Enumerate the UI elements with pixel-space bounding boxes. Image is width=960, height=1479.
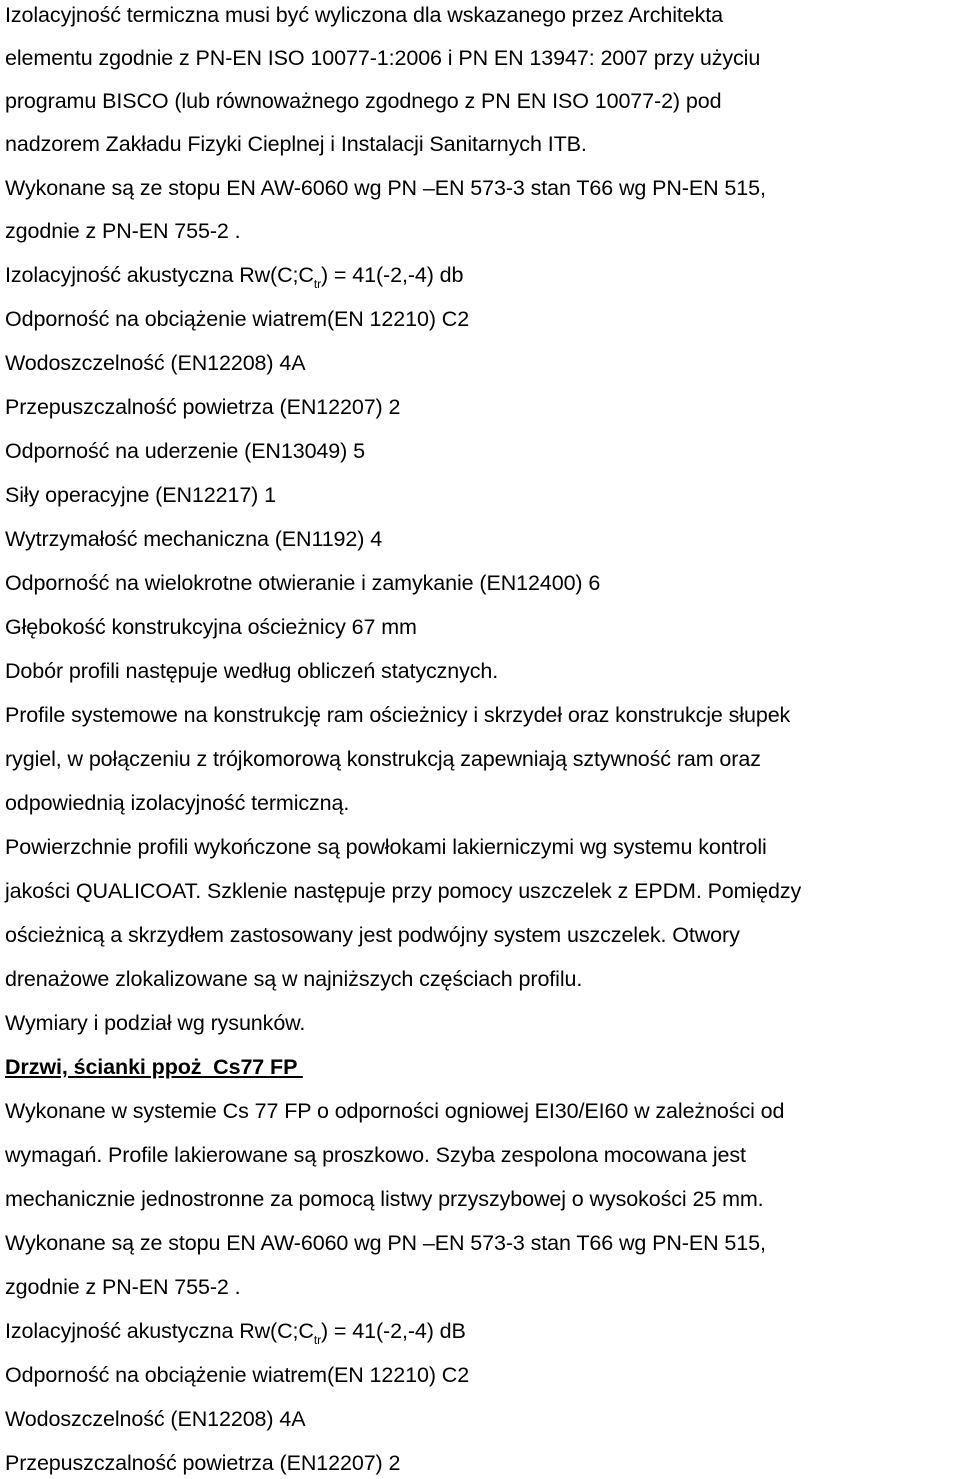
acoustic-insulation-line	[5, 1316, 466, 1349]
param-line: Dobór profili następuje według obliczeń statycznych.	[5, 659, 499, 683]
acoustic-prefix: Izolacyjność akustyczna Rw(C;C	[5, 1319, 314, 1343]
acoustic-suffix: ) = 41(-2,-4) dB	[321, 1319, 466, 1343]
text-line: mechanicznie jednostronne za pomocą listwy przyszybowej o wysokości 25 mm.	[5, 1187, 764, 1211]
param-line: Wodoszczelność (EN12208) 4A	[5, 1407, 306, 1431]
text-line: odpowiednią izolacyjność termiczną.	[5, 791, 350, 815]
text-line: drenażowe zlokalizowane są w najniższych częściach profilu.	[5, 967, 583, 991]
text-line: nadzorem Zakładu Fizyki Cieplnej i Instalacji Sanitarnych ITB.	[5, 132, 587, 156]
acoustic-prefix: Izolacyjność akustyczna Rw(C;C	[5, 263, 314, 287]
section-heading: Drzwi, ścianki ppoż Cs77 FP	[5, 1055, 303, 1079]
param-line: Odporność na obciążenie wiatrem(EN 12210) C2	[5, 307, 470, 331]
text-line: Izolacyjność termiczna musi być wyliczona dla wskazanego przez Architekta	[5, 3, 724, 27]
text-line: programu BISCO (lub równoważnego zgodnego z PN EN ISO 10077-2) pod	[5, 89, 722, 113]
param-line: Siły operacyjne (EN12217) 1	[5, 483, 276, 507]
text-line: Wymiary i podział wg rysunków.	[5, 1011, 306, 1035]
param-line: Przepuszczalność powietrza (EN12207) 2	[5, 1451, 401, 1475]
acoustic-suffix: ) = 41(-2,-4) db	[321, 263, 464, 287]
param-line: Wodoszczelność (EN12208) 4A	[5, 351, 306, 375]
text-line: Wykonane są ze stopu EN AW-6060 wg PN –EN 573-3 stan T66 wg PN-EN 515,	[5, 1231, 766, 1255]
param-line: Przepuszczalność powietrza (EN12207) 2	[5, 395, 401, 419]
acoustic-insulation-line	[5, 260, 463, 293]
acoustic-subscript: tr	[313, 1333, 321, 1347]
param-line: Wytrzymałość mechaniczna (EN1192) 4	[5, 527, 383, 551]
text-line: jakości QUALICOAT. Szklenie następuje przy pomocy uszczelek z EPDM. Pomiędzy	[5, 879, 802, 903]
text-line: zgodnie z PN-EN 755-2 .	[5, 219, 241, 243]
param-line: Odporność na uderzenie (EN13049) 5	[5, 439, 365, 463]
text-line: ościeżnicą a skrzydłem zastosowany jest podwójny system uszczelek. Otwory	[5, 923, 740, 947]
text-line: wymagań. Profile lakierowane są proszkowo. Szyba zespolona mocowana jest	[5, 1143, 746, 1167]
text-line: Wykonane w systemie Cs 77 FP o odporności ogniowej EI30/EI60 w zależności od	[5, 1099, 785, 1123]
text-line: rygiel, w połączeniu z trójkomorową konstrukcją zapewniają sztywność ram oraz	[5, 747, 761, 771]
text-line: Powierzchnie profili wykończone są powłokami lakierniczymi wg systemu kontroli	[5, 835, 767, 859]
text-line: Profile systemowe na konstrukcję ram ościeżnicy i skrzydeł oraz konstrukcje słupek	[5, 703, 791, 727]
param-line: Odporność na obciążenie wiatrem(EN 12210) C2	[5, 1363, 470, 1387]
text-line: zgodnie z PN-EN 755-2 .	[5, 1275, 241, 1299]
text-line: elementu zgodnie z PN-EN ISO 10077-1:2006 i PN EN 13947: 2007 przy użyciu	[5, 46, 761, 70]
acoustic-subscript: tr	[313, 277, 321, 291]
param-line: Odporność na wielokrotne otwieranie i zamykanie (EN12400) 6	[5, 571, 601, 595]
text-line: Wykonane są ze stopu EN AW-6060 wg PN –EN 573-3 stan T66 wg PN-EN 515,	[5, 176, 766, 200]
param-line: Głębokość konstrukcyjna ościeżnicy 67 mm	[5, 615, 417, 639]
